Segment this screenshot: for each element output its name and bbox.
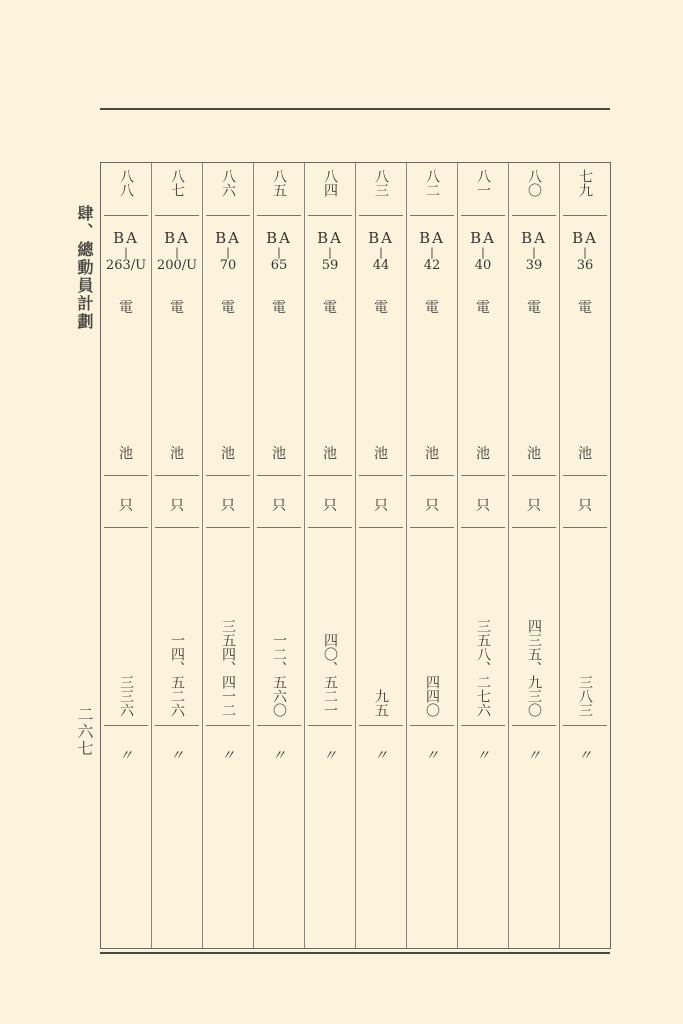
row-divider bbox=[257, 215, 301, 216]
row-number: 七九 bbox=[577, 169, 593, 197]
row-number: 八七 bbox=[169, 169, 185, 197]
item-name-tail: 池 bbox=[221, 446, 235, 462]
row-divider bbox=[308, 215, 352, 216]
row-number-cell bbox=[203, 169, 253, 213]
model-number: 36 bbox=[576, 257, 594, 273]
row-divider bbox=[461, 725, 505, 726]
remark-ditto: 〃 bbox=[476, 748, 490, 764]
table-row bbox=[457, 163, 508, 948]
row-divider bbox=[104, 527, 148, 528]
item-name-head: 電 bbox=[425, 300, 439, 316]
quantity-cell bbox=[356, 533, 406, 717]
model-cell bbox=[509, 229, 559, 274]
item-name-head: 電 bbox=[170, 300, 184, 316]
row-number: 八二 bbox=[424, 169, 440, 197]
model-prefix: BA bbox=[113, 229, 139, 247]
remark-ditto: 〃 bbox=[527, 748, 541, 764]
row-divider bbox=[155, 527, 199, 528]
item-name-tail: 池 bbox=[578, 446, 592, 462]
row-divider bbox=[359, 527, 403, 528]
page-number: 二六七 bbox=[75, 706, 94, 757]
table-row bbox=[253, 163, 304, 948]
model-dash: | bbox=[277, 245, 281, 259]
row-divider bbox=[104, 475, 148, 476]
row-divider bbox=[155, 215, 199, 216]
item-name-tail: 池 bbox=[476, 446, 490, 462]
unit-label: 只 bbox=[425, 498, 439, 514]
quantity-cell bbox=[407, 533, 457, 717]
model-dash: | bbox=[430, 245, 434, 259]
model-number: 42 bbox=[423, 257, 441, 273]
quantity-cell bbox=[203, 533, 253, 717]
row-divider bbox=[308, 475, 352, 476]
quantity-cell bbox=[305, 533, 355, 717]
row-number: 八四 bbox=[322, 169, 338, 197]
quantity-value: 四四〇 bbox=[424, 675, 440, 717]
quantity-value: 九五 bbox=[373, 689, 389, 717]
table-row bbox=[508, 163, 559, 948]
item-name-head: 電 bbox=[221, 300, 235, 316]
item-name-head: 電 bbox=[578, 300, 592, 316]
item-name-tail: 池 bbox=[119, 446, 133, 462]
model-number: 44 bbox=[372, 257, 390, 273]
quantity-value: 三五四、四一二 bbox=[220, 619, 236, 717]
table-row bbox=[304, 163, 355, 948]
model-number: 70 bbox=[219, 257, 237, 273]
row-divider bbox=[512, 215, 556, 216]
item-name-head: 電 bbox=[374, 300, 388, 316]
row-divider bbox=[155, 475, 199, 476]
row-number-cell bbox=[254, 169, 304, 213]
section-title: 肆、總動員計劃 bbox=[75, 205, 94, 331]
row-divider bbox=[410, 527, 454, 528]
bottom-rule bbox=[100, 952, 610, 954]
model-prefix: BA bbox=[164, 229, 190, 247]
unit-label: 只 bbox=[119, 498, 133, 514]
row-number-cell bbox=[560, 169, 610, 213]
model-cell bbox=[203, 229, 253, 274]
item-name-tail: 池 bbox=[170, 446, 184, 462]
row-number-cell bbox=[305, 169, 355, 213]
model-number: 59 bbox=[321, 257, 339, 273]
item-name-tail: 池 bbox=[527, 446, 541, 462]
model-prefix: BA bbox=[470, 229, 496, 247]
row-divider bbox=[257, 475, 301, 476]
model-dash: | bbox=[328, 245, 332, 259]
row-number: 八八 bbox=[118, 169, 134, 197]
row-number-cell bbox=[509, 169, 559, 213]
unit-label: 只 bbox=[374, 498, 388, 514]
quantity-value: 四〇、五二一 bbox=[322, 633, 338, 717]
quantity-cell bbox=[254, 533, 304, 717]
table-row bbox=[101, 163, 151, 948]
model-dash: | bbox=[175, 245, 179, 259]
model-prefix: BA bbox=[215, 229, 241, 247]
row-divider bbox=[563, 725, 607, 726]
row-number-cell bbox=[407, 169, 457, 213]
item-name-head: 電 bbox=[272, 300, 286, 316]
table-row bbox=[355, 163, 406, 948]
model-cell bbox=[254, 229, 304, 274]
quantity-value: 一二、五六〇 bbox=[271, 633, 287, 717]
unit-label: 只 bbox=[527, 498, 541, 514]
item-name-tail: 池 bbox=[425, 446, 439, 462]
quantity-value: 一四、五二六 bbox=[169, 633, 185, 717]
inventory-table bbox=[100, 162, 611, 949]
model-number: 65 bbox=[270, 257, 288, 273]
model-cell bbox=[356, 229, 406, 274]
table-row bbox=[559, 163, 610, 948]
remark-ditto: 〃 bbox=[374, 748, 388, 764]
row-divider bbox=[104, 215, 148, 216]
row-divider bbox=[563, 215, 607, 216]
quantity-cell bbox=[152, 533, 202, 717]
model-cell bbox=[101, 229, 151, 274]
remark-ditto: 〃 bbox=[272, 748, 286, 764]
remark-ditto: 〃 bbox=[221, 748, 235, 764]
model-dash: | bbox=[379, 245, 383, 259]
item-name-head: 電 bbox=[119, 300, 133, 316]
row-divider bbox=[461, 527, 505, 528]
remark-ditto: 〃 bbox=[323, 748, 337, 764]
row-number: 八一 bbox=[475, 169, 491, 197]
row-divider bbox=[257, 527, 301, 528]
row-divider bbox=[563, 475, 607, 476]
row-divider bbox=[206, 725, 250, 726]
unit-label: 只 bbox=[578, 498, 592, 514]
remark-ditto: 〃 bbox=[170, 748, 184, 764]
row-number-cell bbox=[101, 169, 151, 213]
item-name-tail: 池 bbox=[323, 446, 337, 462]
model-cell bbox=[305, 229, 355, 274]
model-prefix: BA bbox=[521, 229, 547, 247]
row-divider bbox=[359, 475, 403, 476]
item-name-head: 電 bbox=[476, 300, 490, 316]
model-number: 200/U bbox=[156, 257, 198, 273]
quantity-value: 三三六 bbox=[118, 675, 134, 717]
model-prefix: BA bbox=[368, 229, 394, 247]
remark-ditto: 〃 bbox=[425, 748, 439, 764]
row-divider bbox=[308, 725, 352, 726]
model-prefix: BA bbox=[572, 229, 598, 247]
row-number: 八五 bbox=[271, 169, 287, 197]
row-divider bbox=[104, 725, 148, 726]
quantity-cell bbox=[560, 533, 610, 717]
row-divider bbox=[155, 725, 199, 726]
row-number: 八〇 bbox=[526, 169, 542, 197]
row-divider bbox=[410, 725, 454, 726]
row-divider bbox=[206, 215, 250, 216]
model-dash: | bbox=[226, 245, 230, 259]
unit-label: 只 bbox=[476, 498, 490, 514]
row-divider bbox=[359, 215, 403, 216]
quantity-value: 三八三 bbox=[577, 675, 593, 717]
quantity-cell bbox=[458, 533, 508, 717]
row-number-cell bbox=[356, 169, 406, 213]
model-dash: | bbox=[583, 245, 587, 259]
item-name-head: 電 bbox=[527, 300, 541, 316]
quantity-value: 三五八、二七六 bbox=[475, 619, 491, 717]
model-dash: | bbox=[532, 245, 536, 259]
model-number: 40 bbox=[474, 257, 492, 273]
row-divider bbox=[308, 527, 352, 528]
model-cell bbox=[458, 229, 508, 274]
remark-ditto: 〃 bbox=[578, 748, 592, 764]
row-divider bbox=[206, 475, 250, 476]
row-number: 八三 bbox=[373, 169, 389, 197]
model-prefix: BA bbox=[419, 229, 445, 247]
row-number-cell bbox=[152, 169, 202, 213]
row-divider bbox=[512, 475, 556, 476]
top-rule bbox=[100, 108, 610, 110]
model-cell bbox=[407, 229, 457, 274]
table-row bbox=[151, 163, 202, 948]
item-name-tail: 池 bbox=[272, 446, 286, 462]
table-row bbox=[406, 163, 457, 948]
row-divider bbox=[512, 527, 556, 528]
model-prefix: BA bbox=[317, 229, 343, 247]
model-cell bbox=[152, 229, 202, 274]
unit-label: 只 bbox=[170, 498, 184, 514]
model-cell bbox=[560, 229, 610, 274]
model-number: 263/U bbox=[105, 257, 147, 273]
row-divider bbox=[257, 725, 301, 726]
item-name-tail: 池 bbox=[374, 446, 388, 462]
model-dash: | bbox=[124, 245, 128, 259]
unit-label: 只 bbox=[221, 498, 235, 514]
model-dash: | bbox=[481, 245, 485, 259]
row-divider bbox=[461, 215, 505, 216]
quantity-cell bbox=[509, 533, 559, 717]
table-row bbox=[202, 163, 253, 948]
row-divider bbox=[512, 725, 556, 726]
quantity-cell bbox=[101, 533, 151, 717]
unit-label: 只 bbox=[272, 498, 286, 514]
row-divider bbox=[410, 475, 454, 476]
quantity-value: 四三五、九三〇 bbox=[526, 619, 542, 717]
remark-ditto: 〃 bbox=[119, 748, 133, 764]
row-divider bbox=[206, 527, 250, 528]
row-divider bbox=[410, 215, 454, 216]
row-divider bbox=[563, 527, 607, 528]
model-number: 39 bbox=[525, 257, 543, 273]
item-name-head: 電 bbox=[323, 300, 337, 316]
model-prefix: BA bbox=[266, 229, 292, 247]
row-divider bbox=[359, 725, 403, 726]
row-number: 八六 bbox=[220, 169, 236, 197]
unit-label: 只 bbox=[323, 498, 337, 514]
row-divider bbox=[461, 475, 505, 476]
row-number-cell bbox=[458, 169, 508, 213]
